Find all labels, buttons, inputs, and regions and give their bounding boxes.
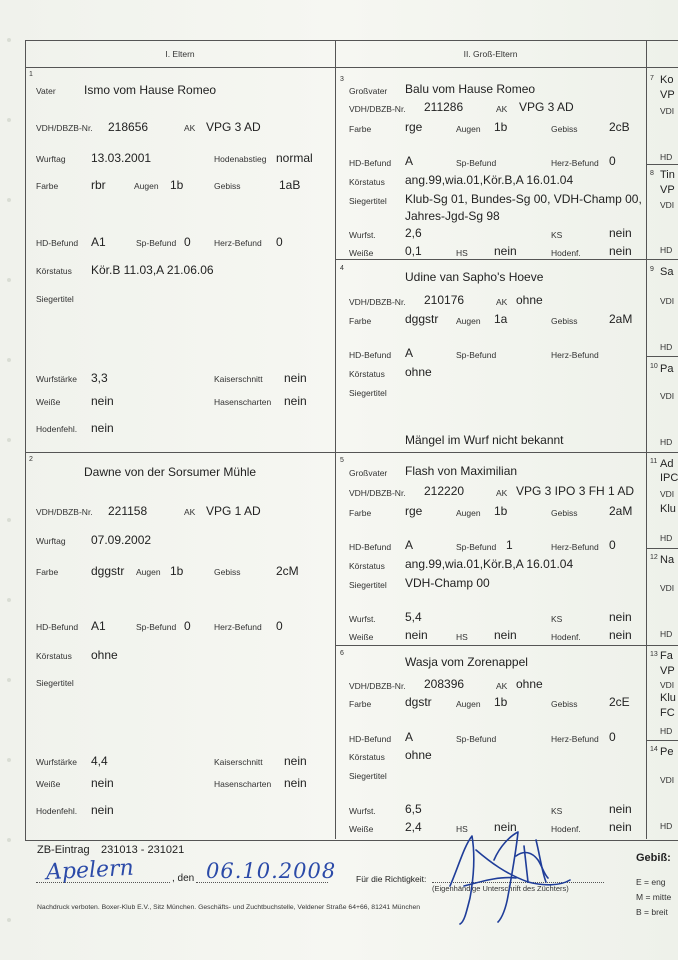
ggp-11-reg-label: VDI <box>660 489 675 499</box>
hodenf-label: Hodenf. <box>551 248 581 258</box>
sp-value: 0 <box>184 235 191 249</box>
ggp-12-hd-label: HD <box>660 629 673 639</box>
ggp-13-hd-label: HD <box>660 726 673 736</box>
ggp-13-ak: VP <box>660 665 675 677</box>
siegertitel-label: Siegertitel <box>349 771 387 781</box>
augen-value: 1b <box>494 695 508 709</box>
herz-label: Herz-Befund <box>214 238 262 248</box>
father-name: Ismo vom Hause Romeo <box>84 83 217 97</box>
siegertitel-label: Siegertitel <box>36 294 74 304</box>
place-handwritten: Apelern <box>45 855 135 886</box>
section-number: 13 <box>650 651 658 658</box>
hd-label: HD-Befund <box>349 350 392 360</box>
ggp-13-name: Fa <box>660 650 673 662</box>
koerstatus-value: ohne <box>91 648 118 662</box>
gp-divider-2 <box>335 452 646 453</box>
punch-holes <box>4 0 14 960</box>
hasenscharten-label: Hasenscharten <box>214 397 272 407</box>
hs-value: nein <box>494 244 517 258</box>
farbe-value: dggstr <box>405 312 439 326</box>
ggp-10-name: Pa <box>660 363 674 375</box>
mother-name: Dawne von der Sorsumer Mühle <box>84 465 257 479</box>
gebiss-label: Gebiss <box>551 124 578 134</box>
gebiss-label: Gebiss <box>214 181 241 191</box>
ak-value: ohne <box>516 677 543 691</box>
hasenscharten-label: Hasenscharten <box>214 779 272 789</box>
sp-value: 0 <box>184 619 191 633</box>
gebiss-value: 2aM <box>609 504 633 518</box>
hodenf-value: nein <box>609 628 632 642</box>
reg-label: VDH/DBZB-Nr. <box>349 681 406 691</box>
reg-number: 212220 <box>424 484 465 498</box>
ak-label: AK <box>184 123 196 133</box>
hodenf-label: Hodenf. <box>551 632 581 642</box>
wurfstaerke-label: Wurfstärke <box>36 757 77 767</box>
ks-label: KS <box>551 806 563 816</box>
hs-label: HS <box>456 248 468 258</box>
augen-value: 1b <box>170 178 184 192</box>
ks-value: nein <box>609 802 632 816</box>
reg-number: 210176 <box>424 293 465 307</box>
hasenscharten-value: nein <box>284 776 307 790</box>
place-line <box>36 882 170 883</box>
augen-value: 1b <box>494 504 508 518</box>
ggp-10-reg-label: VDI <box>660 391 675 401</box>
hd-label: HD-Befund <box>349 542 392 552</box>
parents-divider <box>25 452 335 453</box>
ks-value: nein <box>609 226 632 240</box>
ggp-7-hd-label: HD <box>660 152 673 162</box>
koerstatus-label: Körstatus <box>36 266 72 276</box>
sp-label: Sp-Befund <box>456 350 497 360</box>
sp-value: 1 <box>506 538 513 552</box>
section-number: 7 <box>650 75 654 82</box>
date-handwritten: 06.10.2008 <box>206 859 337 883</box>
ggp-14-reg-label: VDI <box>660 775 675 785</box>
wurfstaerke-value: 3,3 <box>91 371 108 385</box>
koerstatus-value: Kör.B 11.03,A 21.06.06 <box>91 263 214 277</box>
hodenf-label: Hodenf. <box>551 824 581 834</box>
rc-div-6 <box>646 645 678 646</box>
reg-number: 221158 <box>108 504 148 518</box>
section-number: 11 <box>650 458 658 465</box>
ks-label: KS <box>551 614 563 624</box>
hd-value: A1 <box>91 235 106 249</box>
herz-label: Herz-Befund <box>551 350 599 360</box>
wurfstaerke-label: Wurfstärke <box>36 374 77 384</box>
sp-label: Sp-Befund <box>456 734 497 744</box>
gebiss-legend-m: M = mitte <box>636 892 672 902</box>
ggp-8-reg-label: VDI <box>660 200 675 210</box>
koerstatus-label: Körstatus <box>349 369 385 379</box>
farbe-label: Farbe <box>349 124 372 134</box>
section-number: 3 <box>340 76 344 83</box>
weisse-label: Weiße <box>36 779 61 789</box>
section-number: 4 <box>340 265 344 272</box>
ak-label: AK <box>496 297 508 307</box>
ak-label: AK <box>184 507 196 517</box>
hd-value: A <box>405 538 414 552</box>
sp-label: Sp-Befund <box>456 542 497 552</box>
ak-value: ohne <box>516 293 543 307</box>
farbe-label: Farbe <box>349 699 372 709</box>
hodenabstieg-value: normal <box>276 151 313 165</box>
wurftag-value: 07.09.2002 <box>91 533 152 547</box>
koerstatus-value: ang.99,wia.01,Kör.B,A 16.01.04 <box>405 173 574 187</box>
farbe-label: Farbe <box>36 181 59 191</box>
augen-label: Augen <box>136 567 161 577</box>
ggp-11-ak: IPC <box>660 472 678 484</box>
weisse-value: nein <box>91 776 114 790</box>
farbe-value: dggstr <box>91 564 125 578</box>
grossvater-label: Großvater <box>349 468 388 478</box>
rc-div-1 <box>646 164 678 165</box>
section-number: 8 <box>650 170 654 177</box>
ggp-7-reg-label: VDI <box>660 106 675 116</box>
sp-label: Sp-Befund <box>136 238 177 248</box>
vater-label: Vater <box>36 86 56 96</box>
kaiserschnitt-label: Kaiserschnitt <box>214 374 263 384</box>
siegertitel-label: Siegertitel <box>349 196 387 206</box>
gebiss-legend-e: E = eng <box>636 877 666 887</box>
reg-label: VDH/DBZB-Nr. <box>349 104 406 114</box>
ggp-13-reg-label: VDI <box>660 680 675 690</box>
section-number: 14 <box>650 746 658 753</box>
rc-div-3 <box>646 356 678 357</box>
farbe-value: rbr <box>91 178 106 192</box>
section-number: 12 <box>650 554 658 561</box>
herz-label: Herz-Befund <box>551 542 599 552</box>
farbe-label: Farbe <box>349 508 372 518</box>
ak-value: VPG 3 AD <box>206 120 261 134</box>
farbe-value: rge <box>405 504 423 518</box>
gebiss-value: 1aB <box>279 178 301 192</box>
augen-value: 1a <box>494 312 508 326</box>
hs-value: nein <box>494 820 517 834</box>
section-number: 9 <box>650 266 654 273</box>
farbe-label: Farbe <box>36 567 59 577</box>
wurftag-label: Wurftag <box>36 154 66 164</box>
section-number: 6 <box>340 650 344 657</box>
rc-div-2 <box>646 259 678 260</box>
weisse-value: 2,4 <box>405 820 422 834</box>
reg-number: 208396 <box>424 677 465 691</box>
gebiss-legend-title: Gebiß: <box>636 852 671 864</box>
reg-label: VDH/DBZB-Nr. <box>36 507 93 517</box>
ggp-9-hd-label: HD <box>660 342 673 352</box>
siegertitel-line2: Jahres-Jgd-Sg 98 <box>405 209 500 223</box>
wurfstaerke-value: 4,4 <box>91 754 108 768</box>
siegertitel-label: Siegertitel <box>349 580 387 590</box>
gebiss-legend-b: B = breit <box>636 907 668 917</box>
ggp-12-reg-label: VDI <box>660 583 675 593</box>
sp-label: Sp-Befund <box>136 622 177 632</box>
kaiserschnitt-value: nein <box>284 371 307 385</box>
gebiss-value: 2cM <box>276 564 299 578</box>
granddam-name: Wasja vom Zorenappel <box>405 655 528 669</box>
date-line <box>196 882 328 883</box>
ak-value: VPG 1 AD <box>206 504 261 518</box>
farbe-value: rge <box>405 120 423 134</box>
ks-label: KS <box>551 230 563 240</box>
herz-value: 0 <box>276 619 283 633</box>
herz-label: Herz-Befund <box>214 622 262 632</box>
herz-value: 0 <box>609 730 616 744</box>
hd-value: A <box>405 730 414 744</box>
ggp-7-name: Ko <box>660 74 674 86</box>
hd-label: HD-Befund <box>36 238 79 248</box>
header-divider <box>25 67 678 68</box>
koerstatus-label: Körstatus <box>349 561 385 571</box>
koerstatus-label: Körstatus <box>349 752 385 762</box>
grandparents-header: II. Groß-Eltern <box>463 49 518 59</box>
weisse-value: nein <box>405 628 428 642</box>
hodenabstieg-label: Hodenabstieg <box>214 154 267 164</box>
column-divider-2 <box>646 40 647 839</box>
hodenfehl-value: nein <box>91 803 114 817</box>
augen-label: Augen <box>456 124 481 134</box>
gebiss-value: 2cB <box>609 120 630 134</box>
grandsire-name: Balu vom Hause Romeo <box>405 82 536 96</box>
hd-label: HD-Befund <box>36 622 79 632</box>
herz-value: 0 <box>276 235 283 249</box>
parents-header: I. Eltern <box>165 49 195 59</box>
wurftag-label: Wurftag <box>36 536 66 546</box>
section-number: 2 <box>29 456 33 463</box>
koerstatus-label: Körstatus <box>349 177 385 187</box>
richtigkeit-label: Für die Richtigkeit: <box>356 874 427 884</box>
wurfst-label: Wurfst. <box>349 230 376 240</box>
augen-label: Augen <box>456 699 481 709</box>
weisse-label: Weiße <box>349 248 374 258</box>
grossvater-label: Großvater <box>349 86 388 96</box>
siegertitel-label: Siegertitel <box>36 678 74 688</box>
ak-value: VPG 3 IPO 3 FH 1 AD <box>516 484 635 498</box>
gebiss-label: Gebiss <box>551 316 578 326</box>
hs-label: HS <box>456 824 468 834</box>
gebiss-label: Gebiss <box>214 567 241 577</box>
augen-value: 1b <box>170 564 184 578</box>
kaiserschnitt-label: Kaiserschnitt <box>214 757 263 767</box>
hd-label: HD-Befund <box>349 734 392 744</box>
wurfst-value: 2,6 <box>405 226 422 240</box>
ggp-8-ak: VP <box>660 184 675 196</box>
section-number: 10 <box>650 363 658 370</box>
herz-value: 0 <box>609 154 616 168</box>
ak-label: AK <box>496 488 508 498</box>
hs-value: nein <box>494 628 517 642</box>
weisse-label: Weiße <box>349 824 374 834</box>
weisse-value: nein <box>91 394 114 408</box>
wurftag-value: 13.03.2001 <box>91 151 152 165</box>
weisse-label: Weiße <box>36 397 61 407</box>
ggp-14-name: Pe <box>660 746 674 758</box>
litter-note: Mängel im Wurf nicht bekannt <box>405 433 564 447</box>
farbe-value: dgstr <box>405 695 432 709</box>
koerstatus-value: ang.99,wia.01,Kör.B,A 16.01.04 <box>405 557 574 571</box>
reg-label: VDH/DBZB-Nr. <box>36 123 93 133</box>
signature-caption: (Eigenhändige Unterschrift des Züchters) <box>432 884 569 893</box>
hd-value: A <box>405 154 414 168</box>
ggp-10-hd-label: HD <box>660 437 673 447</box>
reg-number: 211286 <box>424 100 464 114</box>
breeder-signature <box>420 826 590 926</box>
rc-div-5 <box>646 548 678 549</box>
section-number: 5 <box>340 457 344 464</box>
weisse-label: Weiße <box>349 632 374 642</box>
ggp-8-hd-label: HD <box>660 245 673 255</box>
gebiss-label: Gebiss <box>551 508 578 518</box>
weisse-value: 0,1 <box>405 244 422 258</box>
hasenscharten-value: nein <box>284 394 307 408</box>
zb-entry-label: ZB-Eintrag <box>37 844 90 856</box>
ak-label: AK <box>496 104 508 114</box>
herz-value: 0 <box>609 538 616 552</box>
reg-label: VDH/DBZB-Nr. <box>349 297 406 307</box>
ggp-7-ak: VP <box>660 89 675 101</box>
column-divider-1 <box>335 40 336 839</box>
zb-entry-value: 231013 - 231021 <box>101 844 185 856</box>
siegertitel-label: Siegertitel <box>349 388 387 398</box>
hd-value: A1 <box>91 619 106 633</box>
ggp-13-title-2: FC <box>660 707 675 719</box>
ak-label: AK <box>496 681 508 691</box>
koerstatus-value: ohne <box>405 365 432 379</box>
den-label: , den <box>172 873 195 884</box>
reg-label: VDH/DBZB-Nr. <box>349 488 406 498</box>
ggp-12-name: Na <box>660 554 675 566</box>
siegertitel-line1: Klub-Sg 01, Bundes-Sg 00, VDH-Champ 00, <box>405 192 642 206</box>
ggp-11-name: Ad <box>660 458 674 470</box>
gebiss-value: 2aM <box>609 312 633 326</box>
granddam-name: Udine van Sapho's Hoeve <box>405 270 544 284</box>
gp-divider-3 <box>335 645 646 646</box>
wurfst-value: 6,5 <box>405 802 422 816</box>
augen-label: Augen <box>134 181 159 191</box>
ggp-9-name: Sa <box>660 266 674 278</box>
reg-number: 218656 <box>108 120 149 134</box>
rc-div-7 <box>646 740 678 741</box>
sp-label: Sp-Befund <box>456 158 497 168</box>
wurfst-label: Wurfst. <box>349 614 376 624</box>
augen-label: Augen <box>456 508 481 518</box>
gp-divider-1 <box>335 259 646 260</box>
hodenf-value: nein <box>609 244 632 258</box>
koerstatus-label: Körstatus <box>36 651 72 661</box>
augen-value: 1b <box>494 120 508 134</box>
wurfst-value: 5,4 <box>405 610 422 624</box>
hodenf-value: nein <box>609 820 632 834</box>
herz-label: Herz-Befund <box>551 158 599 168</box>
section-number: 1 <box>29 71 33 78</box>
kaiserschnitt-value: nein <box>284 754 307 768</box>
hs-label: HS <box>456 632 468 642</box>
ggp-8-name: Tin <box>660 169 675 181</box>
hodenfehl-label: Hodenfehl. <box>36 806 78 816</box>
grandsire-name: Flash von Maximilian <box>405 464 518 478</box>
ak-value: VPG 3 AD <box>519 100 574 114</box>
gebiss-value: 2cE <box>609 695 630 709</box>
gebiss-label: Gebiss <box>551 699 578 709</box>
hd-label: HD-Befund <box>349 158 392 168</box>
ggp-11-title: Klu <box>660 503 676 515</box>
copyright-footer: Nachdruck verboten. Boxer-Klub E.V., Sitz München. Geschäfts- und Zuchtbuchstelle, Veldener Straße 64+66, 81241 München <box>37 904 421 911</box>
ggp-14-hd-label: HD <box>660 821 673 831</box>
koerstatus-value: ohne <box>405 748 432 762</box>
ks-value: nein <box>609 610 632 624</box>
rc-div-4 <box>646 452 678 453</box>
siegertitel-line1: VDH-Champ 00 <box>405 576 490 590</box>
augen-label: Augen <box>456 316 481 326</box>
hodenfehl-value: nein <box>91 421 114 435</box>
wurfst-label: Wurfst. <box>349 806 376 816</box>
ggp-11-hd-label: HD <box>660 533 673 543</box>
hodenfehl-label: Hodenfehl. <box>36 424 78 434</box>
hd-value: A <box>405 346 414 360</box>
farbe-label: Farbe <box>349 316 372 326</box>
ggp-13-title-1: Klu <box>660 692 676 704</box>
ggp-9-reg-label: VDI <box>660 296 675 306</box>
herz-label: Herz-Befund <box>551 734 599 744</box>
